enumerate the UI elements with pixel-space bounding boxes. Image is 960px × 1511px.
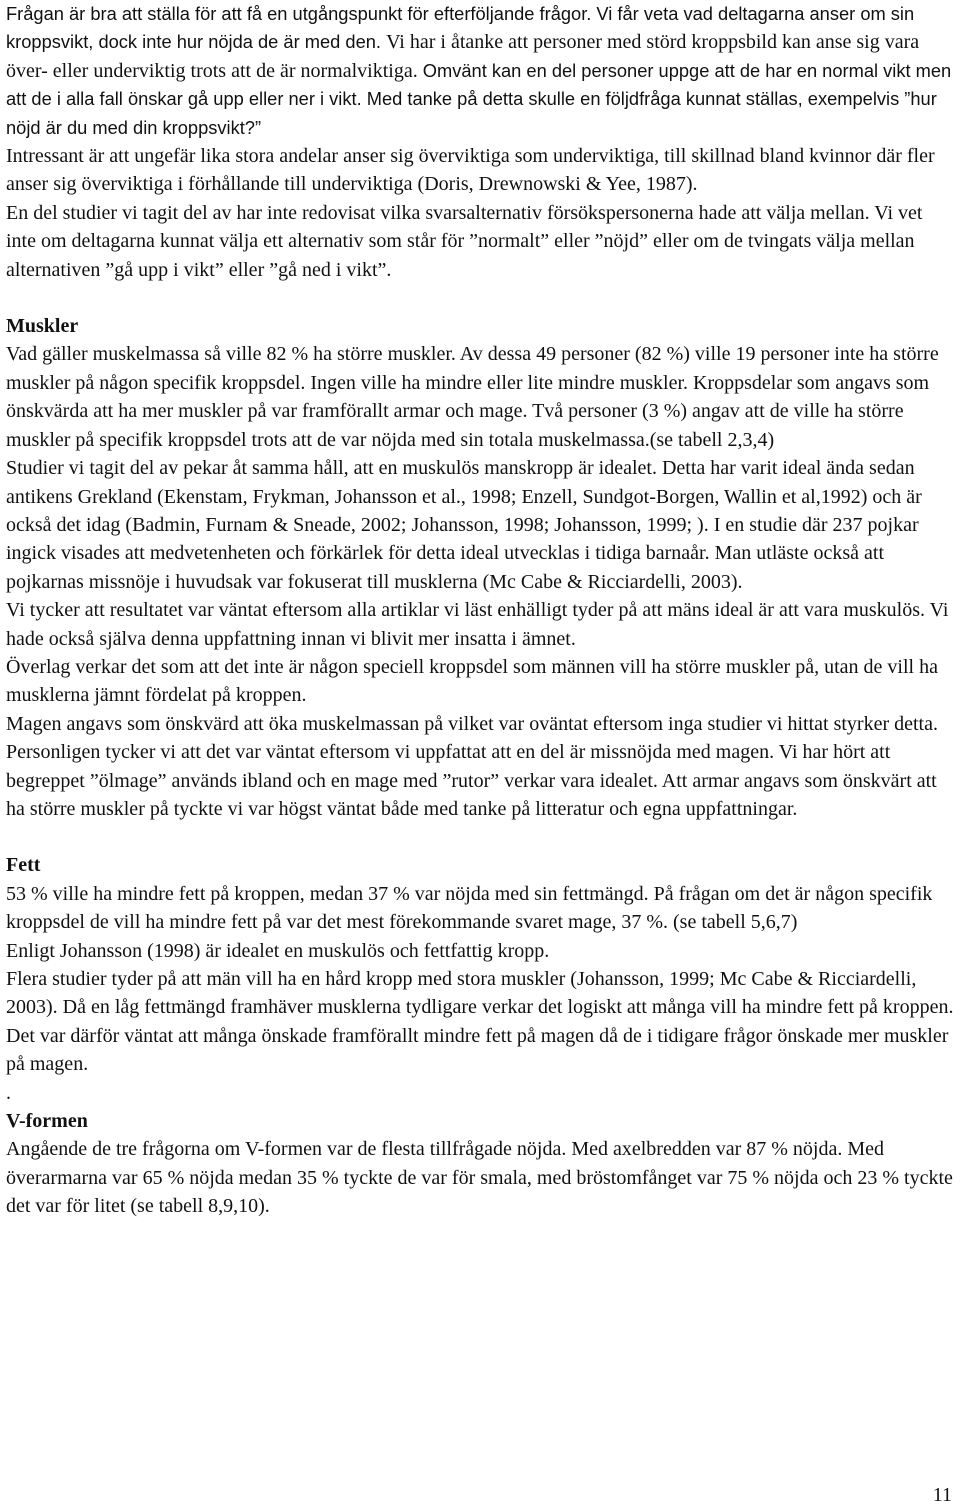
document-page — [6, 0, 959, 1221]
section-heading-v-formen: V-formen — [6, 1110, 88, 1133]
v-formen-paragraph-1: Angående de tre frågorna om V-formen var de flesta tillfrågade nöjda. Med axelbredden var 87 % nöjda. Med överarmarna var 65 % nöjda medan 35 % tyckte de var för smala, med bröstomfånget var 75 % nöjda och 23 % tyckte det var för litet (se tabell 8,9,10). — [6, 1138, 958, 1218]
muskler-paragraph-4: Överlag verkar det som att det inte är någon speciell kroppsdel som männen vill ha större muskler på, utan de vill ha musklerna jämnt fördelat på kroppen. — [6, 655, 943, 707]
section-heading-fett: Fett — [6, 854, 41, 877]
fett-paragraph-4: . — [6, 1081, 11, 1104]
spacer — [6, 284, 956, 312]
intro-paragraph-1-part-b: Vi har i åtanke att personer med störd kroppsbild kan anse sig vara över- eller underviktig trots att de är normalviktiga. — [6, 31, 925, 82]
page-number: 11 — [932, 1484, 952, 1506]
intro-paragraph-3: En del studier vi tagit del av har inte redovisat vilka svarsalternativ försökspersonerna hade att välja mellan. Vi vet inte om deltagarna kunnat välja ett alternativ som står för ”normalt” eller ”nöjd” eller om de tvingats välja mellan alternativen ”gå upp i vikt” eller ”gå ned i vikt”. — [6, 201, 928, 281]
intro-paragraph-1-part-a: Frågan är bra att ställa för att få en utgångspunkt för efterföljande frågor. Vi får veta vad deltagarna anser om sin kroppsvikt, dock inte hur nöjda de är med den. — [6, 3, 920, 53]
fett-paragraph-2: Enligt Johansson (1998) är idealet en muskulös och fettfattig kropp. — [6, 939, 550, 962]
muskler-paragraph-3: Vi tycker att resultatet var väntat eftersom alla artiklar vi läst enhälligt tyder på att mäns ideal är att vara muskulös. Vi hade också själva denna uppfattning innan vi blivit mer insatta i ämnet. — [6, 599, 954, 650]
intro-paragraph-1-part-c: Omvänt kan en del personer uppge att de har en normal vikt men att de i alla fall önskar gå upp eller ner i vikt. Med tanke på detta skulle en följdfråga kunnat ställas, exempelvis ”hur nöjd är du med din kroppsvikt?” — [6, 59, 957, 138]
intro-paragraph-1 — [6, 0, 956, 142]
fett-paragraph-1: 53 % ville ha mindre fett på kroppen, medan 37 % var nöjda med sin fettmängd. På frågan om det är någon specifik kroppsdel de vill ha mindre fett på var det mest förekommande svaret mage, 37 %. (se tabell 5,6,7) — [6, 882, 938, 934]
muskler-paragraph-5: Magen angavs som önskvärd att öka muskelmassan på vilket var oväntat eftersom inga studier vi hittat styrker detta. Personligen tycker vi att det var väntat eftersom vi uppfattat att en del är missnöjda med magen. Vi har hört att begreppet ”ölmage” används ibland och en mage med ”rutor” verkar vara idealet. Att armar angavs som önskvärt att ha större muskler på tyckte vi var högst väntat både med tanke på litteratur och egna uppfattningar. — [6, 712, 943, 820]
intro-paragraph-2: Intressant är att ungefär lika stora andelar anser sig överviktiga som underviktiga, till skillnad bland kvinnor där fler anser sig överviktiga i förhållande till underviktiga (Doris, Drewnowski & Yee, 1987). — [6, 145, 940, 196]
spacer — [6, 823, 956, 851]
section-heading-muskler: Muskler — [6, 315, 79, 338]
fett-paragraph-3: Flera studier tyder på att män vill ha en hård kropp med stora muskler (Johansson, 1999; Mc Cabe & Ricciardelli, 2003). Då en låg fettmängd framhäver musklerna tydligare verkar det logiskt att många vill ha mindre fett på kroppen. Det var därför väntat att många önskade framförallt mindre fett på magen då de i tidigare frågor önskade mer muskler på magen. — [6, 968, 959, 1076]
muskler-paragraph-1: Vad gäller muskelmassa så ville 82 % ha större muskler. Av dessa 49 personer (82 %) ville 19 personer inte ha större muskler på någon specifik kroppsdel. Ingen ville ha mindre eller lite mindre muskler. Kroppsdelar som angavs som önskvärda att ha mer muskler på var framförallt armar och mage. Två personer (3 %) angav att de ville ha större muskler på specifik kroppsdel trots att de var nöjda med sin totala muskelmassa.(se tabell 2,3,4) — [6, 343, 944, 451]
muskler-paragraph-2: Studier vi tagit del av pekar åt samma håll, att en muskulös manskropp är idealet. Detta har varit ideal ända sedan antikens Grekland (Ekenstam, Frykman, Johansson et al., 1998; Enzell, Sundgot-Borgen, Wallin et al,1992) och är också det idag (Badmin, Furnam & Sneade, 2002; Johansson, 1998; Johansson, 1999; ). I en studie där 237 pojkar ingick visades att medvetenheten och förkärlek för detta ideal utvecklas i tidiga barnaår. Man utläste också att pojkarnas missnöje i huvudsak var fokuserat till musklerna (Mc Cabe & Ricciardelli, 2003). — [6, 457, 927, 593]
